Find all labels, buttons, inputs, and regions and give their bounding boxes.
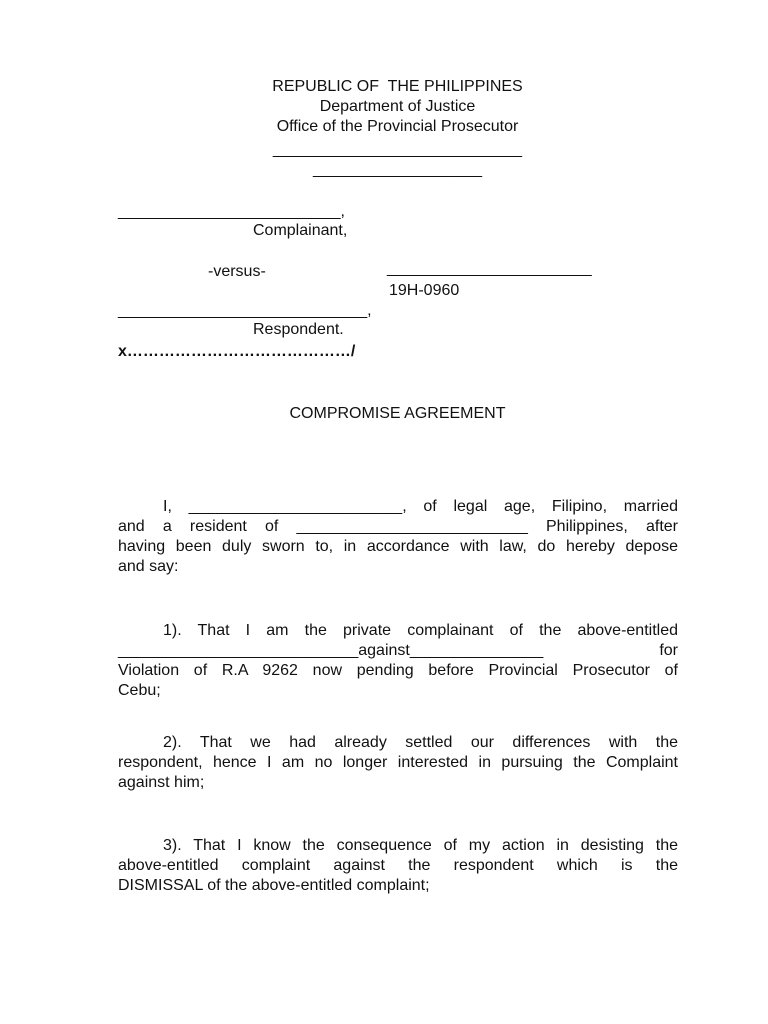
item-line: DISMISSAL of the above-entitled complaint; <box>118 877 430 894</box>
item-line: respondent, hence I am no longer interested in pursuing the Complaint <box>118 754 678 771</box>
item-line: Cebu; <box>118 682 161 699</box>
paragraph-item-3 <box>118 836 678 896</box>
case-number-blank: _______________________ <box>387 260 592 277</box>
complainant-label: Complainant, <box>253 222 348 239</box>
header-republic: REPUBLIC OF THE PHILIPPINES <box>272 78 523 95</box>
intro-paragraph <box>118 497 678 577</box>
case-number: 19H-0960 <box>389 282 460 299</box>
item-line: 3). That I know the consequence of my action in desisting the <box>163 837 678 854</box>
header-blank-line-2: ___________________ <box>312 161 483 178</box>
header-office: Office of the Provincial Prosecutor <box>276 118 519 135</box>
document-title: COMPROMISE AGREEMENT <box>289 405 506 422</box>
item-line: above-entitled complaint against the respondent which is the <box>118 857 678 874</box>
header-blank-line-1: ____________________________ <box>272 141 523 158</box>
respondent-name-blank: ____________________________, <box>118 302 372 319</box>
respondent-label: Respondent. <box>253 321 344 338</box>
complainant-name-blank: _________________________, <box>118 203 345 220</box>
item-line: 2). That we had already settled our differences with the <box>163 734 678 751</box>
versus-label: -versus- <box>208 263 266 280</box>
paragraph-item-2 <box>118 733 678 793</box>
intro-line: and a resident of __________________________ Philippines, after <box>118 518 678 535</box>
item-line: against him; <box>118 774 205 791</box>
paragraph-item-1 <box>118 621 678 701</box>
header-department: Department of Justice <box>319 98 476 115</box>
intro-line: I, ________________________, of legal age, Filipino, married <box>163 498 678 515</box>
item-line: Violation of R.A 9262 now pending before Provincial Prosecutor of <box>118 662 678 679</box>
intro-line: and say: <box>118 558 179 575</box>
intro-line: having been duly sworn to, in accordance with law, do hereby depose <box>118 538 678 555</box>
caption-closing-line: x……………………………………/ <box>118 343 356 360</box>
item-line: 1). That I am the private complainant of the above-entitled <box>163 622 678 639</box>
item-line: ___________________________against_______________ for <box>118 642 678 659</box>
